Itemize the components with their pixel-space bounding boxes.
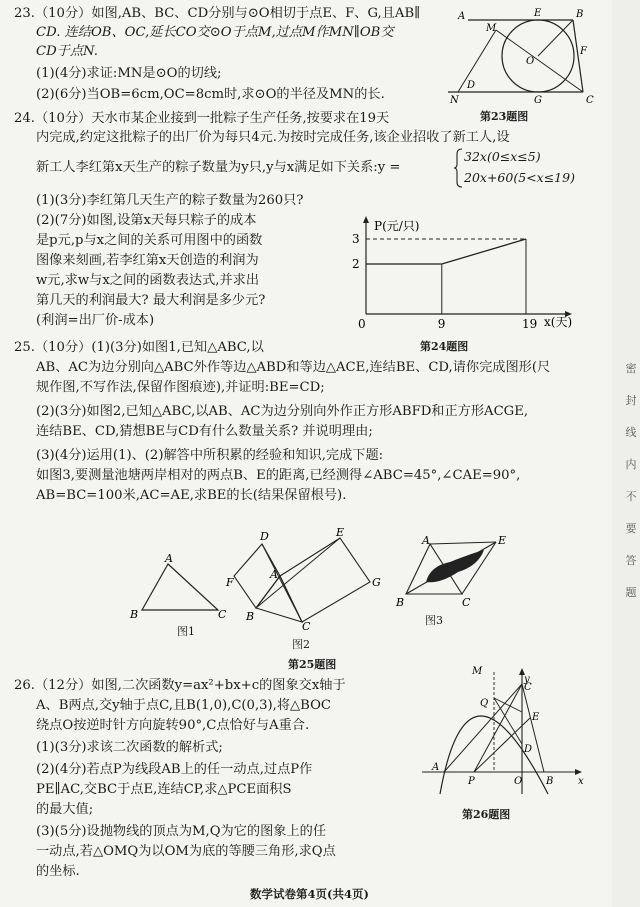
q25-line2: AB、AC为边分别向△ABC外作等边△ABD和等边△ACE,连结BE、CD,请你完成图形(尺 [36,360,551,375]
q24-part2-1: (2)(7分)如图,设第x天每只粽子的成本 [36,213,257,228]
y-axis-label: P(元/只) [374,219,420,233]
q26-line7: 的最大值; [36,802,94,817]
svg-text:M: M [472,666,483,677]
q23-label-O: O [526,56,535,67]
q26-line5: (2)(4分)若点P为线段AB上的任一动点,过点P作 [36,762,313,777]
svg-text:D: D [260,530,269,543]
q24-part2-5: 第几天的利润最大? 最大利润是多少元? [36,293,266,308]
q25-line1: 25.（10分）(1)(3分)如图1,已知△ABC,以 [14,340,264,355]
svg-text:E: E [498,534,507,547]
q23-label-D: D [467,80,476,91]
side-char-7: 答 [625,554,637,567]
q23-figure [448,8,594,106]
y-tick-label-1: 3 [352,232,360,246]
svg-text:E: E [532,712,540,723]
svg-text:P: P [468,776,475,787]
q24-case2: 20x+60(5<x≤19) [464,170,575,185]
q23-label-C: C [586,95,594,106]
q26-line1: 26.（12分）如图,二次函数y=ax²+bx+c的图象交x轴于 [14,678,346,693]
svg-text:B: B [246,610,255,623]
svg-text:B: B [396,596,405,609]
q26-line3: 绕点O按逆时针方向旋转90°,C点恰好与A重合. [36,718,310,733]
x-tick-label-0: 0 [358,317,366,331]
q25-fig2-label: 图2 [292,638,310,651]
q24-part1: (1)(3分)李红第几天生产的粽子数量为260只? [36,193,304,208]
svg-text:B: B [546,776,554,787]
q25-caption: 第25题图 [288,658,337,671]
q26-line9: 一动点,若△OMQ为以OM为底的等腰三角形,求Q点 [36,844,336,859]
y-axis-arrow [363,216,369,223]
svg-text:F: F [226,576,234,589]
svg-text:A: A [270,568,278,581]
side-char-4: 内 [625,458,637,471]
page-footer: 数学试卷第4页(共4页) [250,887,369,901]
q24-caption: 第24题图 [420,340,469,353]
q23-caption: 第23题图 [480,110,529,123]
x-tick-label-2: 19 [522,317,538,331]
q24-case1: 32x(0≤x≤5) [464,149,541,164]
x-axis-label: x(天) [544,315,573,329]
q23-label-N: N [450,95,459,106]
svg-text:A: A [432,762,440,773]
q24-line2: 内完成,约定这批粽子的出厂价为每只4元.为按时完成任务,该企业招收了新工人,设 [36,130,510,145]
q23-label-B: B [576,9,584,20]
svg-text:x: x [578,776,584,787]
series-segment-1 [442,239,526,264]
side-char-2: 封 [625,394,637,407]
q26-line6: PE∥AC,交BC于点E,连结CP,求△PCE面积S [36,782,292,797]
svg-text:y: y [524,674,530,685]
q23-label-F: F [580,46,587,57]
q26-caption: 第26题图 [462,808,511,821]
y-tick-label-0: 2 [352,257,360,271]
q26-line8: (3)(5分)设抛物线的顶点为M,Q为它的图象上的任 [36,824,327,839]
q24-part2-3: 图像来刻画,若李红第x天创造的利润为 [36,253,259,268]
q23-label-M: M [486,23,497,34]
q23-part2: (2)(6分)当OB=6cm,OC=8cm时,求⊙O的半径及MN的长. [36,87,385,102]
svg-text:A: A [165,552,173,565]
svg-text:E: E [336,526,345,539]
q26-line2: A、B两点,交y轴于点C,且B(1,0),C(0,3),将△BOC [36,698,332,713]
q25-line6: (3)(4分)运用(1)、(2)解答中所积累的经验和知识,完成下题: [36,448,384,463]
q23-label-E: E [534,8,542,19]
side-char-8: 题 [625,586,637,599]
q25-figure1 [128,552,228,621]
svg-text:A: A [422,534,430,547]
q24-line1: 24.（10分）天水市某企业接到一批粽子生产任务,按要求在19天 [14,111,390,126]
svg-text:C: C [524,682,532,693]
side-char-3: 线 [625,426,637,439]
side-char-6: 要 [625,522,637,535]
svg-text:C: C [218,608,227,621]
q25-line4: (2)(3分)如图2,已知△ABC,以AB、AC为边分别向外作正方形ABFD和正方形ACGE, [36,404,529,419]
q25-figure2 [226,526,390,633]
q25-line8: AB=BC=100米,AC=AE,求BE的长(结果保留根号). [36,488,347,503]
q25-fig3-label: 图3 [425,614,443,627]
side-char-1: 密 [625,362,637,375]
q24-brace [453,148,463,188]
q25-figure3 [396,534,510,610]
svg-text:C: C [462,596,471,609]
q23-line1: 23.（10分）如图,AB、BC、CD分别与⊙O相切于点E、F、G,且AB∥ [14,6,421,21]
svg-text:D: D [524,744,533,755]
svg-text:C: C [302,620,311,633]
q23-label-G: G [534,95,542,106]
q25-line7: 如图3,要测量池塘两岸相对的两点B、E的距离,已经测得∠ABC=45°,∠CAE=90°, [36,468,521,483]
q24-line3: 新工人李红第x天生产的粽子数量为y只,y与x满足如下关系:y = [36,160,401,175]
q24-part2-4: w元,求w与x之间的函数表达式,并求出 [36,273,260,288]
q25-line3: 规作图,不写作法,保留作图痕迹),并证明:BE=CD; [36,380,325,395]
side-char-5: 不 [625,490,637,503]
q25-fig1-label: 图1 [177,625,195,638]
q23-label-A: A [458,11,466,22]
svg-text:O: O [514,776,523,787]
q26-line4: (1)(3分)求该二次函数的解析式; [36,740,223,755]
q23-line3: CD于点N. [36,44,98,59]
q25-line5: 连结BE、CD,猜想BE与CD有什么数量关系? 并说明理由; [36,424,373,439]
x-tick-label-1: 9 [437,317,446,331]
svg-text:Q: Q [480,698,489,709]
svg-text:G: G [372,576,381,589]
q23-line2: CD. 连结OB、OC,延长CO交⊙O于点M,过点M作MN∥OB交 [36,25,394,40]
q23-part1: (1)(4分)求证:MN是⊙O的切线; [36,66,222,81]
q24-part2-2: 是p元,p与x之间的关系可用图中的函数 [36,233,263,248]
svg-text:B: B [130,608,139,621]
q26-line10: 的坐标. [36,864,80,879]
q26-figure [420,668,590,798]
q24-chart [340,214,590,334]
q24-part2-6: (利润=出厂价-成本) [36,313,155,328]
